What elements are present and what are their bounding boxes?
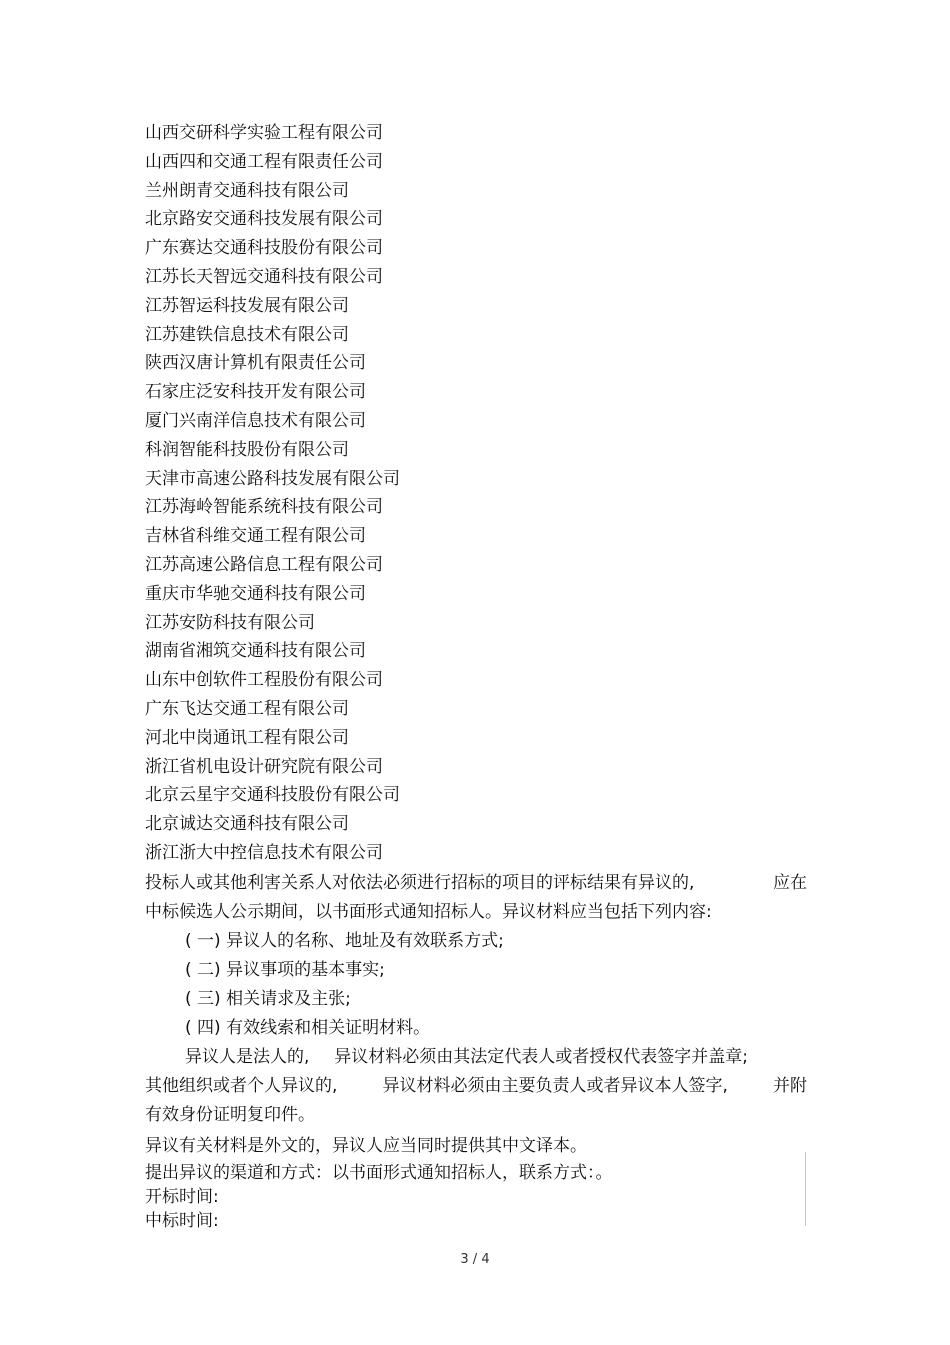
signature-other-end: 并附 bbox=[773, 1076, 807, 1096]
company-item: 湖南省湘筑交通科技有限公司 bbox=[145, 641, 366, 662]
company-item: 重庆市华驰交通科技有限公司 bbox=[145, 583, 366, 604]
signature-requirement-line bbox=[145, 1043, 807, 1072]
signature-legal-person: 异议人是法人的, bbox=[185, 1047, 310, 1067]
company-item: 广东飞达交通工程有限公司 bbox=[145, 698, 349, 719]
objection-channel: 提出异议的渠道和方式：以书面形式通知招标人，联系方式：。 bbox=[145, 1163, 613, 1183]
signature-legal-person-rule: 异议材料必须由其法定代表人或者授权代表签字并盖章; bbox=[334, 1047, 748, 1067]
company-item: 浙江省机电设计研究院有限公司 bbox=[145, 756, 383, 777]
margin-rule bbox=[805, 1152, 806, 1226]
objection-section bbox=[145, 869, 807, 1233]
company-item: 山东中创软件工程股份有限公司 bbox=[145, 670, 383, 691]
objection-intro-line bbox=[145, 869, 807, 898]
page-number: 3 / 4 bbox=[460, 1252, 490, 1267]
company-item: 吉林省科维交通工程有限公司 bbox=[145, 526, 366, 547]
company-item: 厦门兴南洋信息技术有限公司 bbox=[145, 410, 366, 431]
objection-intro-line-2: 中标候选人公示期间，以书面形式通知招标人。异议材料应当包括下列内容: bbox=[145, 902, 712, 922]
company-item: 江苏高速公路信息工程有限公司 bbox=[145, 554, 383, 575]
objection-item: ( 二) 异议事项的基本事实; bbox=[185, 960, 385, 980]
objection-intro-text-end: 应在 bbox=[773, 873, 807, 893]
company-item: 陕西汉唐计算机有限责任公司 bbox=[145, 353, 366, 374]
objection-item: ( 三) 相关请求及主张; bbox=[185, 989, 351, 1009]
objection-item: ( 一) 异议人的名称、地址及有效联系方式; bbox=[185, 931, 504, 951]
company-item: 广东赛达交通科技股份有限公司 bbox=[145, 238, 383, 259]
company-item: 北京云星宇交通科技股份有限公司 bbox=[145, 785, 400, 806]
signature-id-line: 有效身份证明复印件。 bbox=[145, 1105, 315, 1125]
signature-other-line bbox=[145, 1072, 807, 1101]
signature-other-party: 其他组织或者个人异议的, bbox=[145, 1076, 338, 1096]
company-item: 江苏建铁信息技术有限公司 bbox=[145, 324, 349, 345]
company-item: 科润智能科技股份有限公司 bbox=[145, 439, 349, 460]
company-item: 江苏长天智远交通科技有限公司 bbox=[145, 266, 383, 287]
company-item: 兰州朗青交通科技有限公司 bbox=[145, 180, 349, 201]
signature-other-rule: 异议材料必须由主要负责人或者异议本人签字, bbox=[382, 1076, 728, 1096]
objection-item: ( 四) 有效线索和相关证明材料。 bbox=[185, 1018, 431, 1038]
candidate-company-list bbox=[145, 119, 805, 868]
open-time-label: 开标时间: bbox=[145, 1187, 219, 1207]
award-time-label: 中标时间: bbox=[145, 1211, 219, 1231]
company-item: 北京路安交通科技发展有限公司 bbox=[145, 209, 383, 230]
company-item: 江苏海岭智能系统科技有限公司 bbox=[145, 497, 383, 518]
company-item: 石家庄泛安科技开发有限公司 bbox=[145, 382, 366, 403]
foreign-language-note: 异议有关材料是外文的，异议人应当同时提供其中文译本。 bbox=[145, 1136, 587, 1156]
company-item: 浙江浙大中控信息技术有限公司 bbox=[145, 842, 383, 863]
company-item: 山西交研科学实验工程有限公司 bbox=[145, 123, 383, 143]
company-item: 北京诚达交通科技有限公司 bbox=[145, 814, 349, 835]
company-item: 山西四和交通工程有限责任公司 bbox=[145, 151, 383, 172]
objection-intro-text: 投标人或其他利害关系人对依法必须进行招标的项目的评标结果有异议的, bbox=[145, 873, 695, 893]
company-item: 河北中岗通讯工程有限公司 bbox=[145, 727, 349, 748]
company-item: 江苏智运科技发展有限公司 bbox=[145, 295, 349, 316]
company-item: 天津市高速公路科技发展有限公司 bbox=[145, 468, 400, 489]
company-item: 江苏安防科技有限公司 bbox=[145, 612, 315, 633]
